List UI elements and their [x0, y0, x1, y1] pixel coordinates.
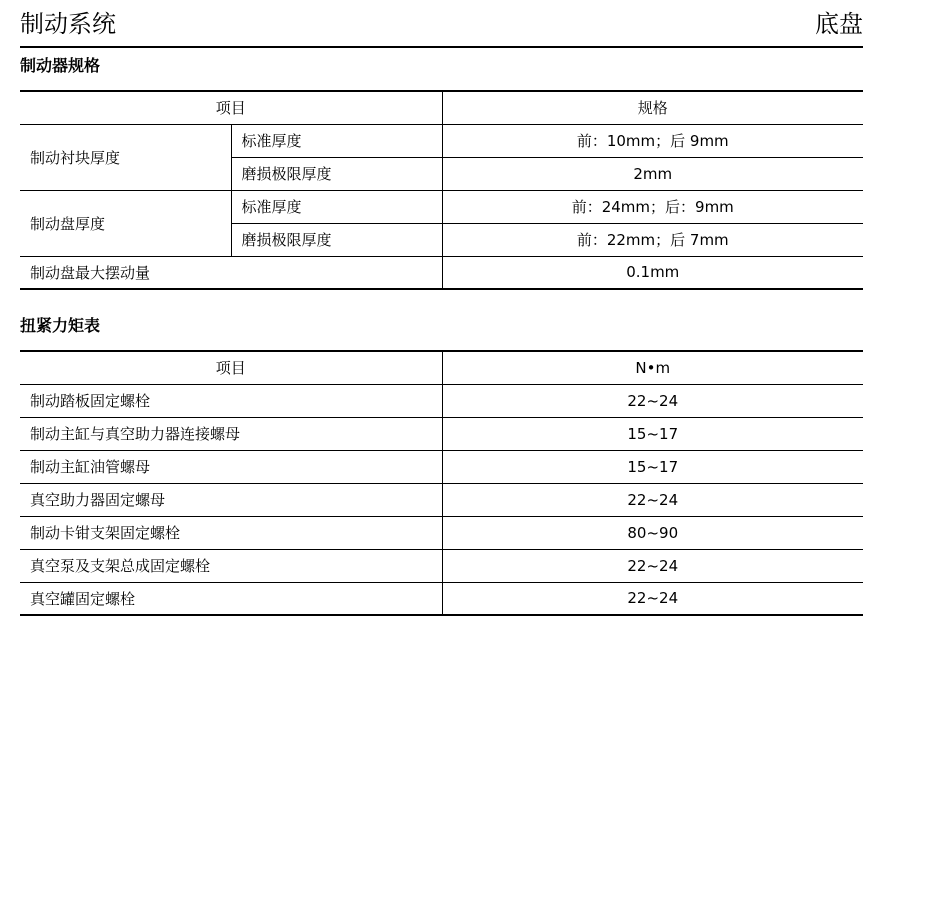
spec-group-label: 制动盘厚度: [20, 190, 231, 256]
torque-value: 15~17: [442, 450, 863, 483]
torque-item: 真空泵及支架总成固定螺栓: [20, 549, 442, 582]
torque-item: 制动踏板固定螺栓: [20, 384, 442, 417]
torque-item: 制动卡钳支架固定螺栓: [20, 516, 442, 549]
spec-sub-label: 标准厚度: [231, 190, 442, 223]
spec-group-label: 制动衬块厚度: [20, 124, 231, 190]
torque-value: 80~90: [442, 516, 863, 549]
spec-value: 前：10mm；后 9mm: [442, 124, 863, 157]
page-title: 制动系统: [20, 10, 116, 38]
torque-table-header: [20, 351, 863, 384]
torque-header-unit: N•m: [442, 351, 863, 384]
table-row: [20, 190, 863, 223]
table-row: [20, 483, 863, 516]
table-row: [20, 516, 863, 549]
table-row: [20, 417, 863, 450]
table-row: [20, 450, 863, 483]
spec-value: 2mm: [442, 157, 863, 190]
torque-section-title: 扭紧力矩表: [20, 316, 101, 335]
torque-item: 制动主缸油管螺母: [20, 450, 442, 483]
torque-value: 22~24: [442, 549, 863, 582]
page-header: [20, 0, 863, 48]
table-row: [20, 549, 863, 582]
table-row: [20, 256, 863, 289]
spec-group-label: 制动盘最大摆动量: [20, 256, 442, 289]
spec-sub-label: 标准厚度: [231, 124, 442, 157]
spec-sub-label: 磨损极限厚度: [231, 223, 442, 256]
spec-table: [20, 90, 863, 290]
spec-sub-label: 磨损极限厚度: [231, 157, 442, 190]
spec-value: 0.1mm: [442, 256, 863, 289]
table-row: [20, 384, 863, 417]
torque-table: [20, 350, 863, 616]
spec-header-spec: 规格: [442, 91, 863, 124]
torque-value: 22~24: [442, 582, 863, 615]
document-page: [20, 0, 863, 616]
spec-value: 前：24mm；后：9mm: [442, 190, 863, 223]
table-row: [20, 124, 863, 157]
torque-value: 15~17: [442, 417, 863, 450]
torque-value: 22~24: [442, 483, 863, 516]
spec-header-item: 项目: [20, 91, 442, 124]
torque-item: 真空罐固定螺栓: [20, 582, 442, 615]
section-label: 底盘: [815, 10, 863, 38]
spec-table-header: [20, 91, 863, 124]
table-row: [20, 582, 863, 615]
spec-section-title: 制动器规格: [20, 56, 101, 75]
torque-item: 真空助力器固定螺母: [20, 483, 442, 516]
torque-item: 制动主缸与真空助力器连接螺母: [20, 417, 442, 450]
torque-value: 22~24: [442, 384, 863, 417]
torque-header-item: 项目: [20, 351, 442, 384]
spec-value: 前：22mm；后 7mm: [442, 223, 863, 256]
